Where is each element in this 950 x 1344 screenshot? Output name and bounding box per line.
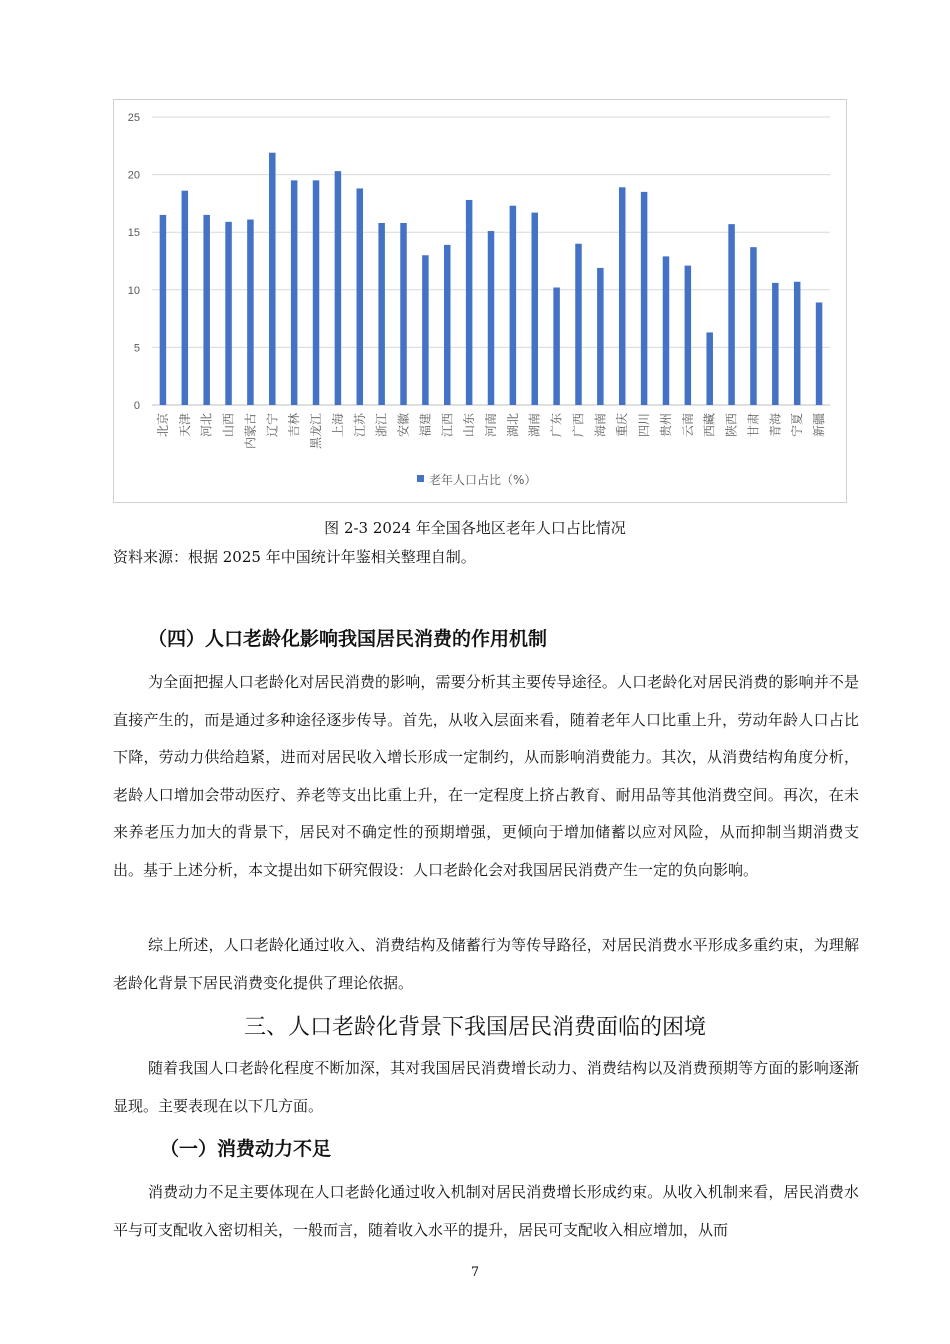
paragraph-mechanism: 为全面把握人口老龄化对居民消费的影响，需要分析其主要传导途径。人口老龄化对居民消费的影响并不是直接产生的，而是通过多种途径逐步传导。首先，从收入层面来看，随着老年人口比重上升，劳动年龄人口占比下降，劳动力供给趋紧，进而对居民收入增长形成一定制约，从而影响消费能力。其次，从消费结构角度分析，老龄人口增加会带动医疗、养老等支出比重上升，在一定程度上挤占教育、耐用品等其他消费空间。再次，在未来养老压力加大的背景下，居民对不确定性的预期增强，更倾向于增加储蓄以应对风险，从而抑制当期消费支出。基于上述分析，本文提出如下研究假设：人口老龄化会对我国居民消费产生一定的负向影响。	[113, 673, 859, 879]
x-tick-label: 江苏	[352, 413, 367, 438]
bar	[182, 191, 189, 405]
bar	[510, 206, 517, 405]
bar	[619, 187, 626, 405]
subsection-heading-1: （一）消费动力不足	[160, 1138, 332, 1160]
bar	[378, 223, 385, 405]
bar	[553, 287, 560, 405]
x-tick-label: 海南	[593, 413, 608, 438]
bar	[816, 302, 823, 405]
x-tick-label: 上海	[330, 413, 345, 438]
x-tick-label: 湖北	[505, 413, 520, 438]
x-tick-label: 广西	[571, 413, 586, 438]
x-tick-label: 甘肃	[746, 413, 761, 438]
x-tick-label: 贵州	[658, 413, 673, 438]
section-heading-4: （四）人口老龄化影响我国居民消费的作用机制	[148, 628, 548, 650]
source-note: 资料来源：根据 2025 年中国统计年鉴相关整理自制。	[113, 548, 476, 566]
x-tick-label: 安徽	[396, 413, 411, 438]
x-tick-label: 河北	[199, 413, 214, 438]
x-tick-label: 天津	[177, 413, 192, 438]
x-tick-label: 云南	[680, 413, 695, 438]
x-tick-label: 重庆	[615, 413, 630, 438]
bar	[575, 244, 582, 405]
x-tick-label: 内蒙古	[243, 413, 258, 450]
y-tick-label: 15	[127, 227, 140, 240]
bar	[160, 215, 167, 405]
bar	[313, 180, 320, 405]
bar	[444, 245, 451, 405]
x-tick-label: 辽宁	[265, 413, 280, 438]
bar-chart	[114, 100, 848, 504]
legend-swatch	[417, 475, 424, 482]
y-tick-label: 20	[127, 169, 140, 182]
x-tick-label: 江西	[440, 413, 455, 438]
paragraph-intro: 随着我国人口老龄化程度不断加深，其对我国居民消费增长动力、消费结构以及消费预期等方面的影响逐渐显现。主要表现在以下几方面。	[113, 1059, 859, 1115]
bar	[728, 224, 735, 405]
bar	[685, 266, 692, 405]
x-tick-label: 陕西	[724, 413, 739, 438]
y-tick-label: 5	[133, 342, 140, 355]
x-tick-label: 黑龙江	[309, 413, 324, 450]
bar	[488, 231, 495, 405]
bar	[706, 332, 713, 405]
x-tick-label: 河南	[484, 413, 498, 438]
x-tick-label: 青海	[768, 413, 783, 438]
figure-caption: 图 2-3 2024 年全国各地区老年人口占比情况	[324, 519, 626, 537]
bar	[750, 247, 757, 405]
x-tick-label: 福建	[418, 413, 433, 438]
bar	[663, 256, 670, 405]
bar	[291, 180, 298, 405]
paragraph-summary: 综上所述，人口老龄化通过收入、消费结构及储蓄行为等传导路径，对居民消费水平形成多重约束，为理解老龄化背景下居民消费变化提供了理论依据。	[113, 936, 859, 992]
bar	[269, 153, 276, 405]
bar	[597, 268, 604, 405]
legend-label: 老年人口占比（%）	[429, 473, 537, 487]
bar	[203, 215, 210, 405]
y-tick-label: 0	[133, 400, 140, 412]
bar	[225, 222, 232, 405]
bar	[772, 283, 779, 405]
x-tick-label: 西藏	[702, 413, 717, 438]
x-tick-label: 吉林	[287, 413, 302, 438]
x-tick-label: 广东	[549, 413, 564, 438]
bar	[335, 171, 342, 405]
bar	[400, 223, 407, 405]
bar	[531, 213, 538, 405]
chapter-heading-3: 三、人口老龄化背景下我国居民消费面临的困境	[243, 1015, 706, 1040]
chart-frame	[113, 99, 847, 503]
x-tick-label: 四川	[637, 413, 652, 438]
x-tick-label: 山东	[462, 413, 477, 438]
bar	[357, 188, 364, 405]
x-tick-label: 湖南	[527, 413, 542, 438]
x-tick-label: 新疆	[812, 413, 827, 438]
y-tick-label: 25	[127, 112, 140, 124]
x-tick-label: 浙江	[374, 413, 389, 438]
paragraph-consumption-drive: 消费动力不足主要体现在人口老龄化通过收入机制对居民消费增长形成约束。从收入机制来看，居民消费水平与可支配收入密切相关，一般而言，随着收入水平的提升，居民可支配收入相应增加，从而	[113, 1183, 859, 1239]
bar	[466, 200, 473, 405]
bar	[641, 192, 648, 405]
y-tick-label: 10	[127, 284, 140, 297]
bar	[422, 255, 429, 405]
x-tick-label: 山西	[221, 413, 236, 438]
bar	[247, 220, 254, 405]
bar	[794, 282, 801, 405]
page-number: 7	[470, 1265, 480, 1280]
x-tick-label: 北京	[155, 413, 170, 438]
x-tick-label: 宁夏	[790, 413, 805, 438]
